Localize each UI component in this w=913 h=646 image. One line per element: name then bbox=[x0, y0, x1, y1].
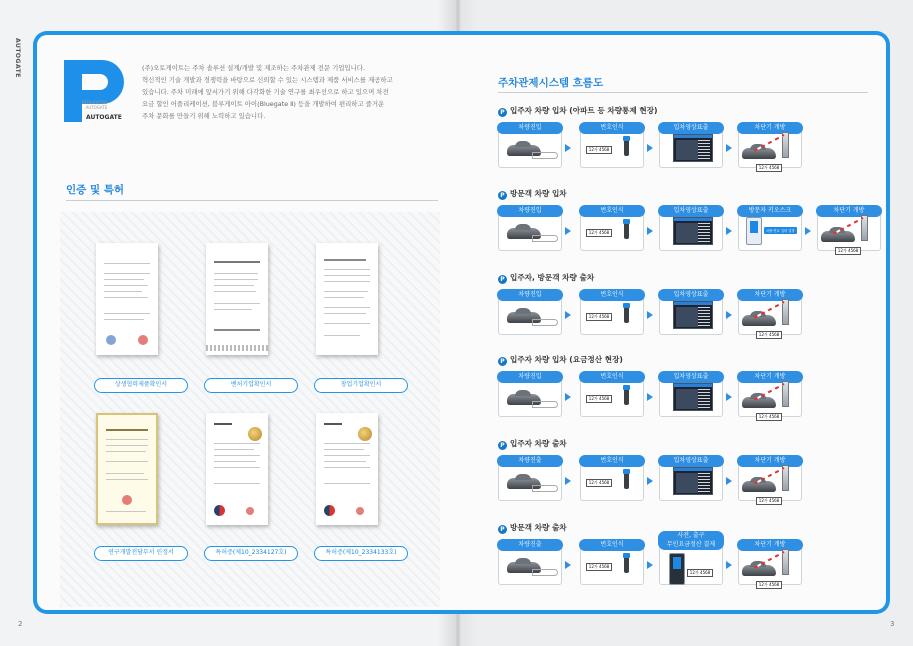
flow-row-title-0 bbox=[498, 105, 658, 117]
flow-5-step-1-camera-icon bbox=[624, 553, 629, 573]
left-page-number: 2 bbox=[18, 620, 23, 628]
flow-3-arrow-icon-1 bbox=[647, 393, 653, 401]
flow-5-step-label-3: 차단기 개방 bbox=[737, 539, 803, 551]
parking-icon: P bbox=[498, 357, 507, 366]
flow-3-arrow-icon-0 bbox=[565, 393, 571, 401]
flow-4-step-label-3: 차단기 개방 bbox=[737, 455, 803, 467]
flow-row-title-5 bbox=[498, 522, 567, 534]
flow-3-arrow-icon-2 bbox=[726, 393, 732, 401]
cert-label-patent-1: 특허증(제10_2334127호) bbox=[204, 546, 298, 561]
flow-4-step-3-plate: 12가 4568 bbox=[756, 497, 782, 505]
flow-1-step-label-1: 번호인식 bbox=[579, 205, 645, 217]
flow-0-step-3-car-icon bbox=[742, 148, 776, 159]
flow-0-step-2-monitor-icon bbox=[673, 134, 713, 162]
flow-1-step-label-0: 차량진입 bbox=[497, 205, 563, 217]
flow-5-step-2-payment-machine-icon bbox=[669, 553, 685, 585]
flow-1-arrow-icon-1 bbox=[647, 227, 653, 235]
cert-label-venture: 벤처기업확인서 bbox=[204, 378, 298, 393]
cert-label-rnd: 연구개발전담부서 인정서 bbox=[94, 546, 188, 561]
cert-label-startup: 창업기업확인서 bbox=[314, 378, 408, 393]
flow-0-step-1-camera-icon bbox=[624, 136, 629, 156]
certifications-divider bbox=[66, 200, 438, 201]
flow-3-step-3-plate: 12가 4568 bbox=[756, 413, 782, 421]
flow-2-step-3-plate: 12가 4568 bbox=[756, 331, 782, 339]
flow-4-step-2-monitor-icon bbox=[673, 467, 713, 495]
flow-1-arrow-icon-2 bbox=[726, 227, 732, 235]
logo-name: AUTOGATE bbox=[86, 114, 122, 121]
parking-icon: P bbox=[498, 108, 507, 117]
flow-row-title-text: 입주자 차량 출차 bbox=[510, 439, 567, 448]
flow-2-step-0-loop-icon bbox=[532, 319, 558, 326]
flow-row-title-1 bbox=[498, 188, 567, 200]
flow-row-title-3 bbox=[498, 354, 623, 366]
flow-1-step-3-kiosk-icon bbox=[746, 217, 762, 245]
flow-1-step-label-2: 입차영상표출 bbox=[658, 205, 724, 217]
parking-icon: P bbox=[498, 525, 507, 534]
flow-2-step-label-0: 차량진입 bbox=[497, 289, 563, 301]
flow-1-arrow-icon-3 bbox=[805, 227, 811, 235]
flow-1-arrow-icon-0 bbox=[565, 227, 571, 235]
flow-5-step-label-0: 차량진출 bbox=[497, 539, 563, 551]
flow-2-step-1-plate: 12가 4568 bbox=[586, 313, 612, 321]
flow-5-step-1-plate: 12가 4568 bbox=[586, 563, 612, 571]
right-page-number: 3 bbox=[890, 620, 895, 628]
flow-4-step-3-car-icon bbox=[742, 481, 776, 492]
parking-icon: P bbox=[498, 191, 507, 200]
flow-2-arrow-icon-0 bbox=[565, 311, 571, 319]
flow-3-step-3-car-icon bbox=[742, 397, 776, 408]
flow-3-step-label-3: 차단기 개방 bbox=[737, 371, 803, 383]
flow-row-title-text: 방문객 차량 입차 bbox=[510, 189, 567, 198]
flow-3-step-label-2: 입차영상표출 bbox=[658, 371, 724, 383]
flow-5-step-3-car-icon bbox=[742, 565, 776, 576]
certifications-title: 인증 및 특허 bbox=[66, 184, 125, 196]
certificate-image-startup bbox=[316, 243, 378, 355]
flow-5-step-2-plate: 12가 4568 bbox=[687, 569, 713, 577]
flow-4-step-1-plate: 12가 4568 bbox=[586, 479, 612, 487]
certificate-image-venture bbox=[206, 243, 268, 355]
flow-1-step-label-4: 차단기 개방 bbox=[816, 205, 882, 217]
flow-1-step-3-kiosk-text: 차량 번호 입력 결정 bbox=[766, 229, 795, 233]
flow-row-title-4 bbox=[498, 438, 567, 450]
flow-1-step-2-monitor-icon bbox=[673, 217, 713, 245]
flow-0-step-0-loop-icon bbox=[532, 152, 558, 159]
flow-5-arrow-icon-0 bbox=[565, 561, 571, 569]
certificate-image-patent-1 bbox=[206, 413, 268, 525]
flow-3-step-2-monitor-icon bbox=[673, 383, 713, 411]
cert-label-patent-2: 특허증(제10_2334133호) bbox=[314, 546, 408, 561]
company-intro: (주)오토게이트는 주차 솔루션 설계/개발 및 제조하는 주차관제 전문 기업입니다. 혁신적인 기술 개발과 경쟁력을 바탕으로 신뢰할 수 있는 시스템과 제품 서비스를 제공하고 있습니다. 주차 미래에 앞서가기 위해 다각화한 기술 연구를 최우선으로 하고 있으며 차전 요금 할인 어플리케이션, 블루게이트 아이(Bluegate Ⅱ) 등을 개발하여 편리하고 즐거운 주차 문화를 만들기 위해 노력하고 있습니다. bbox=[142, 64, 393, 121]
flow-1-step-1-camera-icon bbox=[624, 219, 629, 239]
flow-row-title-text: 입주자 차량 입차 (아파트 등 차량통제 현장) bbox=[510, 106, 658, 115]
flow-0-step-3-plate: 12가 4568 bbox=[756, 164, 782, 172]
flow-5-step-label-2: 사전, 출구 무인요금정산 결제 bbox=[658, 531, 724, 550]
flow-2-arrow-icon-1 bbox=[647, 311, 653, 319]
flow-row-title-text: 방문객 차량 출차 bbox=[510, 523, 567, 532]
cert-label-cooperation: 상생협력제품확인서 bbox=[94, 378, 188, 393]
flow-divider bbox=[498, 92, 868, 93]
flow-row-title-text: 입주자, 방문객 차량 출차 bbox=[510, 273, 595, 282]
certificate-image-cooperation bbox=[96, 243, 158, 355]
flow-3-step-1-plate: 12가 4568 bbox=[586, 395, 612, 403]
parking-icon: P bbox=[498, 275, 507, 284]
flow-title: 주차관제시스템 흐름도 bbox=[498, 77, 604, 89]
flow-4-step-label-0: 차량진출 bbox=[497, 455, 563, 467]
flow-2-step-1-camera-icon bbox=[624, 303, 629, 323]
flow-3-step-label-0: 차량진입 bbox=[497, 371, 563, 383]
certificate-image-rnd bbox=[96, 413, 158, 525]
flow-2-step-2-monitor-icon bbox=[673, 301, 713, 329]
flow-4-step-0-loop-icon bbox=[532, 485, 558, 492]
logo-tagline: INTEGRATED AUTOGATE bbox=[82, 100, 108, 110]
flow-3-step-0-loop-icon bbox=[532, 401, 558, 408]
flow-0-step-label-1: 번호인식 bbox=[579, 122, 645, 134]
flow-3-step-label-1: 번호인식 bbox=[579, 371, 645, 383]
flow-0-arrow-icon-0 bbox=[565, 144, 571, 152]
flow-4-step-label-1: 번호인식 bbox=[579, 455, 645, 467]
flow-4-arrow-icon-1 bbox=[647, 477, 653, 485]
flow-5-step-3-plate: 12가 4568 bbox=[756, 581, 782, 589]
flow-0-step-label-2: 입차영상표출 bbox=[658, 122, 724, 134]
flow-5-step-0-loop-icon bbox=[532, 569, 558, 576]
flow-2-step-3-car-icon bbox=[742, 315, 776, 326]
parking-icon: P bbox=[498, 441, 507, 450]
flow-1-step-1-plate: 12가 4568 bbox=[586, 229, 612, 237]
flow-1-step-label-3: 방문자 키오스크 bbox=[737, 205, 803, 217]
flow-0-step-label-3: 차단기 개방 bbox=[737, 122, 803, 134]
flow-1-step-0-loop-icon bbox=[532, 235, 558, 242]
flow-0-arrow-icon-2 bbox=[726, 144, 732, 152]
flow-5-arrow-icon-2 bbox=[726, 561, 732, 569]
flow-row-title-2 bbox=[498, 272, 594, 284]
flow-0-step-label-0: 차량진입 bbox=[497, 122, 563, 134]
flow-2-step-label-1: 번호인식 bbox=[579, 289, 645, 301]
flow-1-step-4-plate: 12가 4568 bbox=[835, 247, 861, 255]
certificate-image-patent-2 bbox=[316, 413, 378, 525]
flow-5-arrow-icon-1 bbox=[647, 561, 653, 569]
flow-4-step-1-camera-icon bbox=[624, 469, 629, 489]
flow-4-step-label-2: 입차영상표출 bbox=[658, 455, 724, 467]
vertical-brand-label: AUTOGATE bbox=[14, 38, 21, 78]
flow-0-step-1-plate: 12가 4568 bbox=[586, 146, 612, 154]
flow-5-step-label-1: 번호인식 bbox=[579, 539, 645, 551]
flow-4-arrow-icon-2 bbox=[726, 477, 732, 485]
flow-4-arrow-icon-0 bbox=[565, 477, 571, 485]
flow-2-step-label-3: 차단기 개방 bbox=[737, 289, 803, 301]
flow-row-title-text: 입주자 차량 입차 (요금정산 현장) bbox=[510, 355, 623, 364]
autogate-logo-icon bbox=[64, 60, 126, 122]
flow-2-step-label-2: 입차영상표출 bbox=[658, 289, 724, 301]
flow-2-arrow-icon-2 bbox=[726, 311, 732, 319]
flow-0-arrow-icon-1 bbox=[647, 144, 653, 152]
flow-1-step-4-car-icon bbox=[821, 231, 855, 242]
flow-3-step-1-camera-icon bbox=[624, 385, 629, 405]
